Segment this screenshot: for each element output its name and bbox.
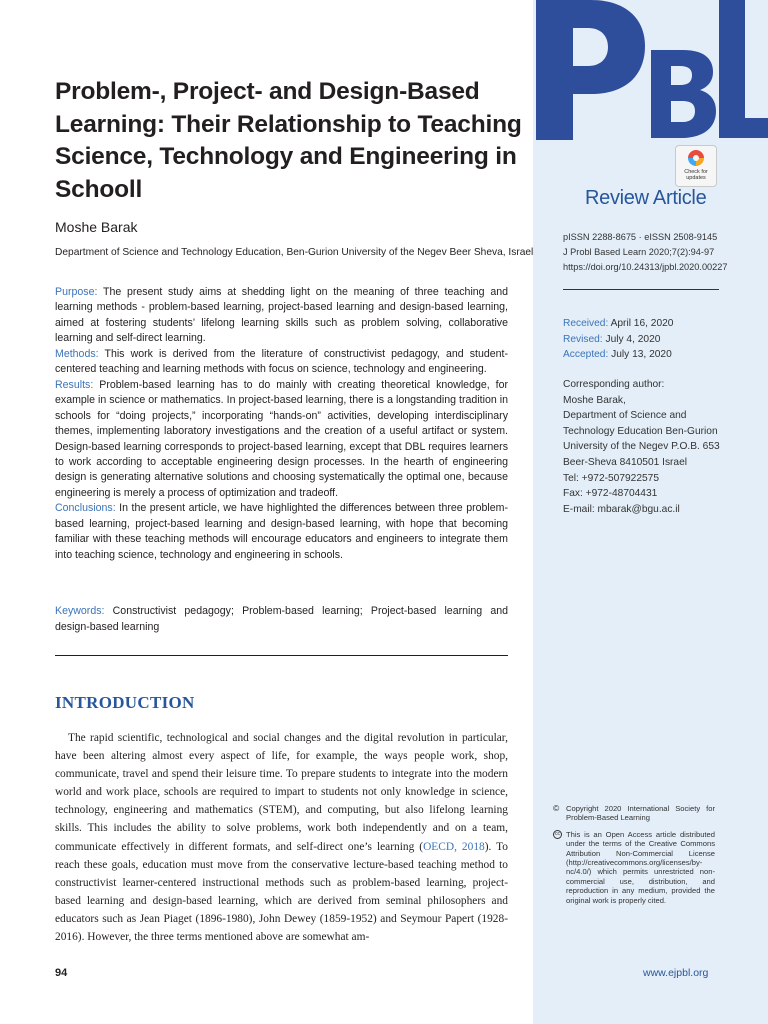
introduction-heading: INTRODUCTION [55, 693, 195, 712]
keywords-label: Keywords: [55, 605, 105, 617]
author-affiliation: Department of Science and Technology Education, Ben-Gurion University of the Negev Beer Sheva, Israel [55, 247, 534, 258]
abstract-purpose [55, 285, 508, 347]
keywords [55, 603, 508, 635]
received-date: April 16, 2020 [610, 318, 674, 329]
revised-row [563, 332, 673, 348]
keywords-text: Constructivist pedagogy; Problem-based learning; Project-based learning and design-based learning [55, 605, 508, 633]
results-text: Problem-based learning has to do mainly with creating theoretical knowledge, for example in science or mathematics. In project-based learning, there is a longstanding tradition in schools for “doing projects,” incorporating “hands-on” activities, developing interdisciplinary themes, implementing laboratory investigations and the creation of a useful artifact or system. Design-based learning corresponds to project-based learning, except that DBL requires learners to work according to acceptable engineering design processes. In the hearth of engineering design is generating alternative solutions and choosing systematically the optimal one, because engineering is merely a process of optimization and tradeoff. [55, 378, 509, 499]
author-name: Moshe Barak [55, 219, 138, 235]
conclusions-label: Conclusions: [55, 502, 116, 515]
issn-line: pISSN 2288-8675 · eISSN 2508-9145 [563, 232, 718, 242]
license-block [553, 804, 715, 912]
copyright-text: Copyright 2020 International Society for Problem-Based Learning [566, 804, 715, 823]
corr-line: Department of Science and [563, 410, 687, 422]
corr-line: Moshe Barak, [563, 394, 626, 406]
methods-label: Methods: [55, 347, 99, 360]
purpose-label: Purpose: [55, 286, 98, 298]
corr-tel: Tel: +972-507922575 [563, 472, 660, 484]
results-label: Results: [55, 378, 94, 391]
corr-fax: Fax: +972-48704431 [563, 488, 658, 500]
intro-text-before: The rapid scientific, technological and social changes and the digital revolution in particular, have been altering almost every aspect of life, for example, the ways people work, shop, communicate, travel and spend their leisure time. To prepare students to integrate into the modern world and work place, schools are required to impart to students not only knowledge in science, technology, engineering and mathematics (STEM), and computing, but also lifelong learning skills. This includes the ability to solve problems, work both independently and on a team, communicate effectively in different formats, and self-direct one’s learning ( [55, 732, 508, 853]
check-for-updates-badge[interactable] [675, 145, 717, 187]
conclusions-text: In the present article, we have highlighted the differences between three problem-based learning, project-based learning and design-based learning, with hope that becoming familiar with these teaching methods will encourage educators and engineers to integrate them into teaching science, technology and engineering in schools. [55, 502, 508, 561]
corr-line: University of the Negev P.O.B. 653 [563, 441, 720, 453]
abstract-conclusions [55, 501, 508, 563]
copyright-row [553, 804, 715, 823]
citation-link[interactable]: OECD, 2018 [423, 840, 485, 853]
sidebar-divider [563, 289, 719, 290]
creative-commons-icon: cc [555, 830, 560, 837]
open-access-row [553, 830, 715, 905]
abstract-divider [55, 655, 508, 656]
accepted-label: Accepted: [563, 349, 609, 360]
received-label: Received: [563, 318, 609, 329]
accepted-row [563, 347, 673, 363]
revised-label: Revised: [563, 333, 603, 345]
article-type-label: Review Article [585, 187, 707, 209]
citation-line: J Probl Based Learn 2020;7(2):94-97 [563, 247, 715, 257]
crossmark-icon [688, 150, 704, 166]
abstract [55, 285, 508, 563]
article-title: Problem-, Project- and Design-Based Learning: Their Relationship to Teaching Science, Technology and Engineering in Schooll [55, 78, 522, 203]
corr-line: Corresponding author: [563, 379, 665, 390]
doi-link[interactable]: https://doi.org/10.24313/jpbl.2020.00227 [563, 262, 728, 272]
pbl-logo [533, 0, 768, 140]
corr-email[interactable]: E-mail: mbarak@bgu.ac.il [563, 503, 680, 515]
open-access-text: This is an Open Access article distributed under the terms of the Creative Commons Attribution Non-Commercial License (http://creativecommons.org/licenses/by-nc/4.0/) which permits unrestricted non-commercial use, distribution, and reproduction in any medium, provided the original work is properly cited. [566, 829, 715, 905]
abstract-results [55, 378, 508, 502]
corresponding-author-block [563, 377, 728, 517]
introduction-paragraph [55, 729, 508, 946]
purpose-text: The present study aims at shedding light on the meaning of three teaching and learning methods - problem-based learning, project-based learning and design-based learning, aimed at fostering students’ lifelong learning skills such as problem solving, collaborative learning and self-direct learning. [55, 286, 508, 345]
accepted-date: July 13, 2020 [611, 349, 672, 360]
journal-website-link[interactable]: www.ejpbl.org [643, 967, 709, 979]
copyright-icon: © [553, 803, 560, 813]
received-row [563, 316, 673, 332]
issn-block [563, 230, 728, 275]
corr-line: Technology Education Ben-Gurion [563, 425, 718, 437]
abstract-methods [55, 347, 508, 378]
methods-text: This work is derived from the literature of constructivist pedagogy, and student-centered teaching and learning methods with focus on science, technology and engineering. [55, 347, 508, 376]
revised-date: July 4, 2020 [605, 333, 661, 345]
page-number: 94 [55, 967, 68, 979]
intro-text-after: ). To reach these goals, education must move from the conservative lecture-based teaching method to constructivist learner-centered instructional methods such as problem-based learning, project-based learning and design-based learning, which are derived from seminal philosophers and educators such as Jean Piaget (1896-1980), John Dewey (1859-1952) and Seymour Papert (1928-2016). However, the three terms mentioned above are somewhat am- [55, 840, 509, 944]
dates-block [563, 316, 673, 363]
check-updates-label: Check for updates [684, 169, 708, 181]
corr-line: Beer-Sheva 8410501 Israel [563, 456, 688, 468]
